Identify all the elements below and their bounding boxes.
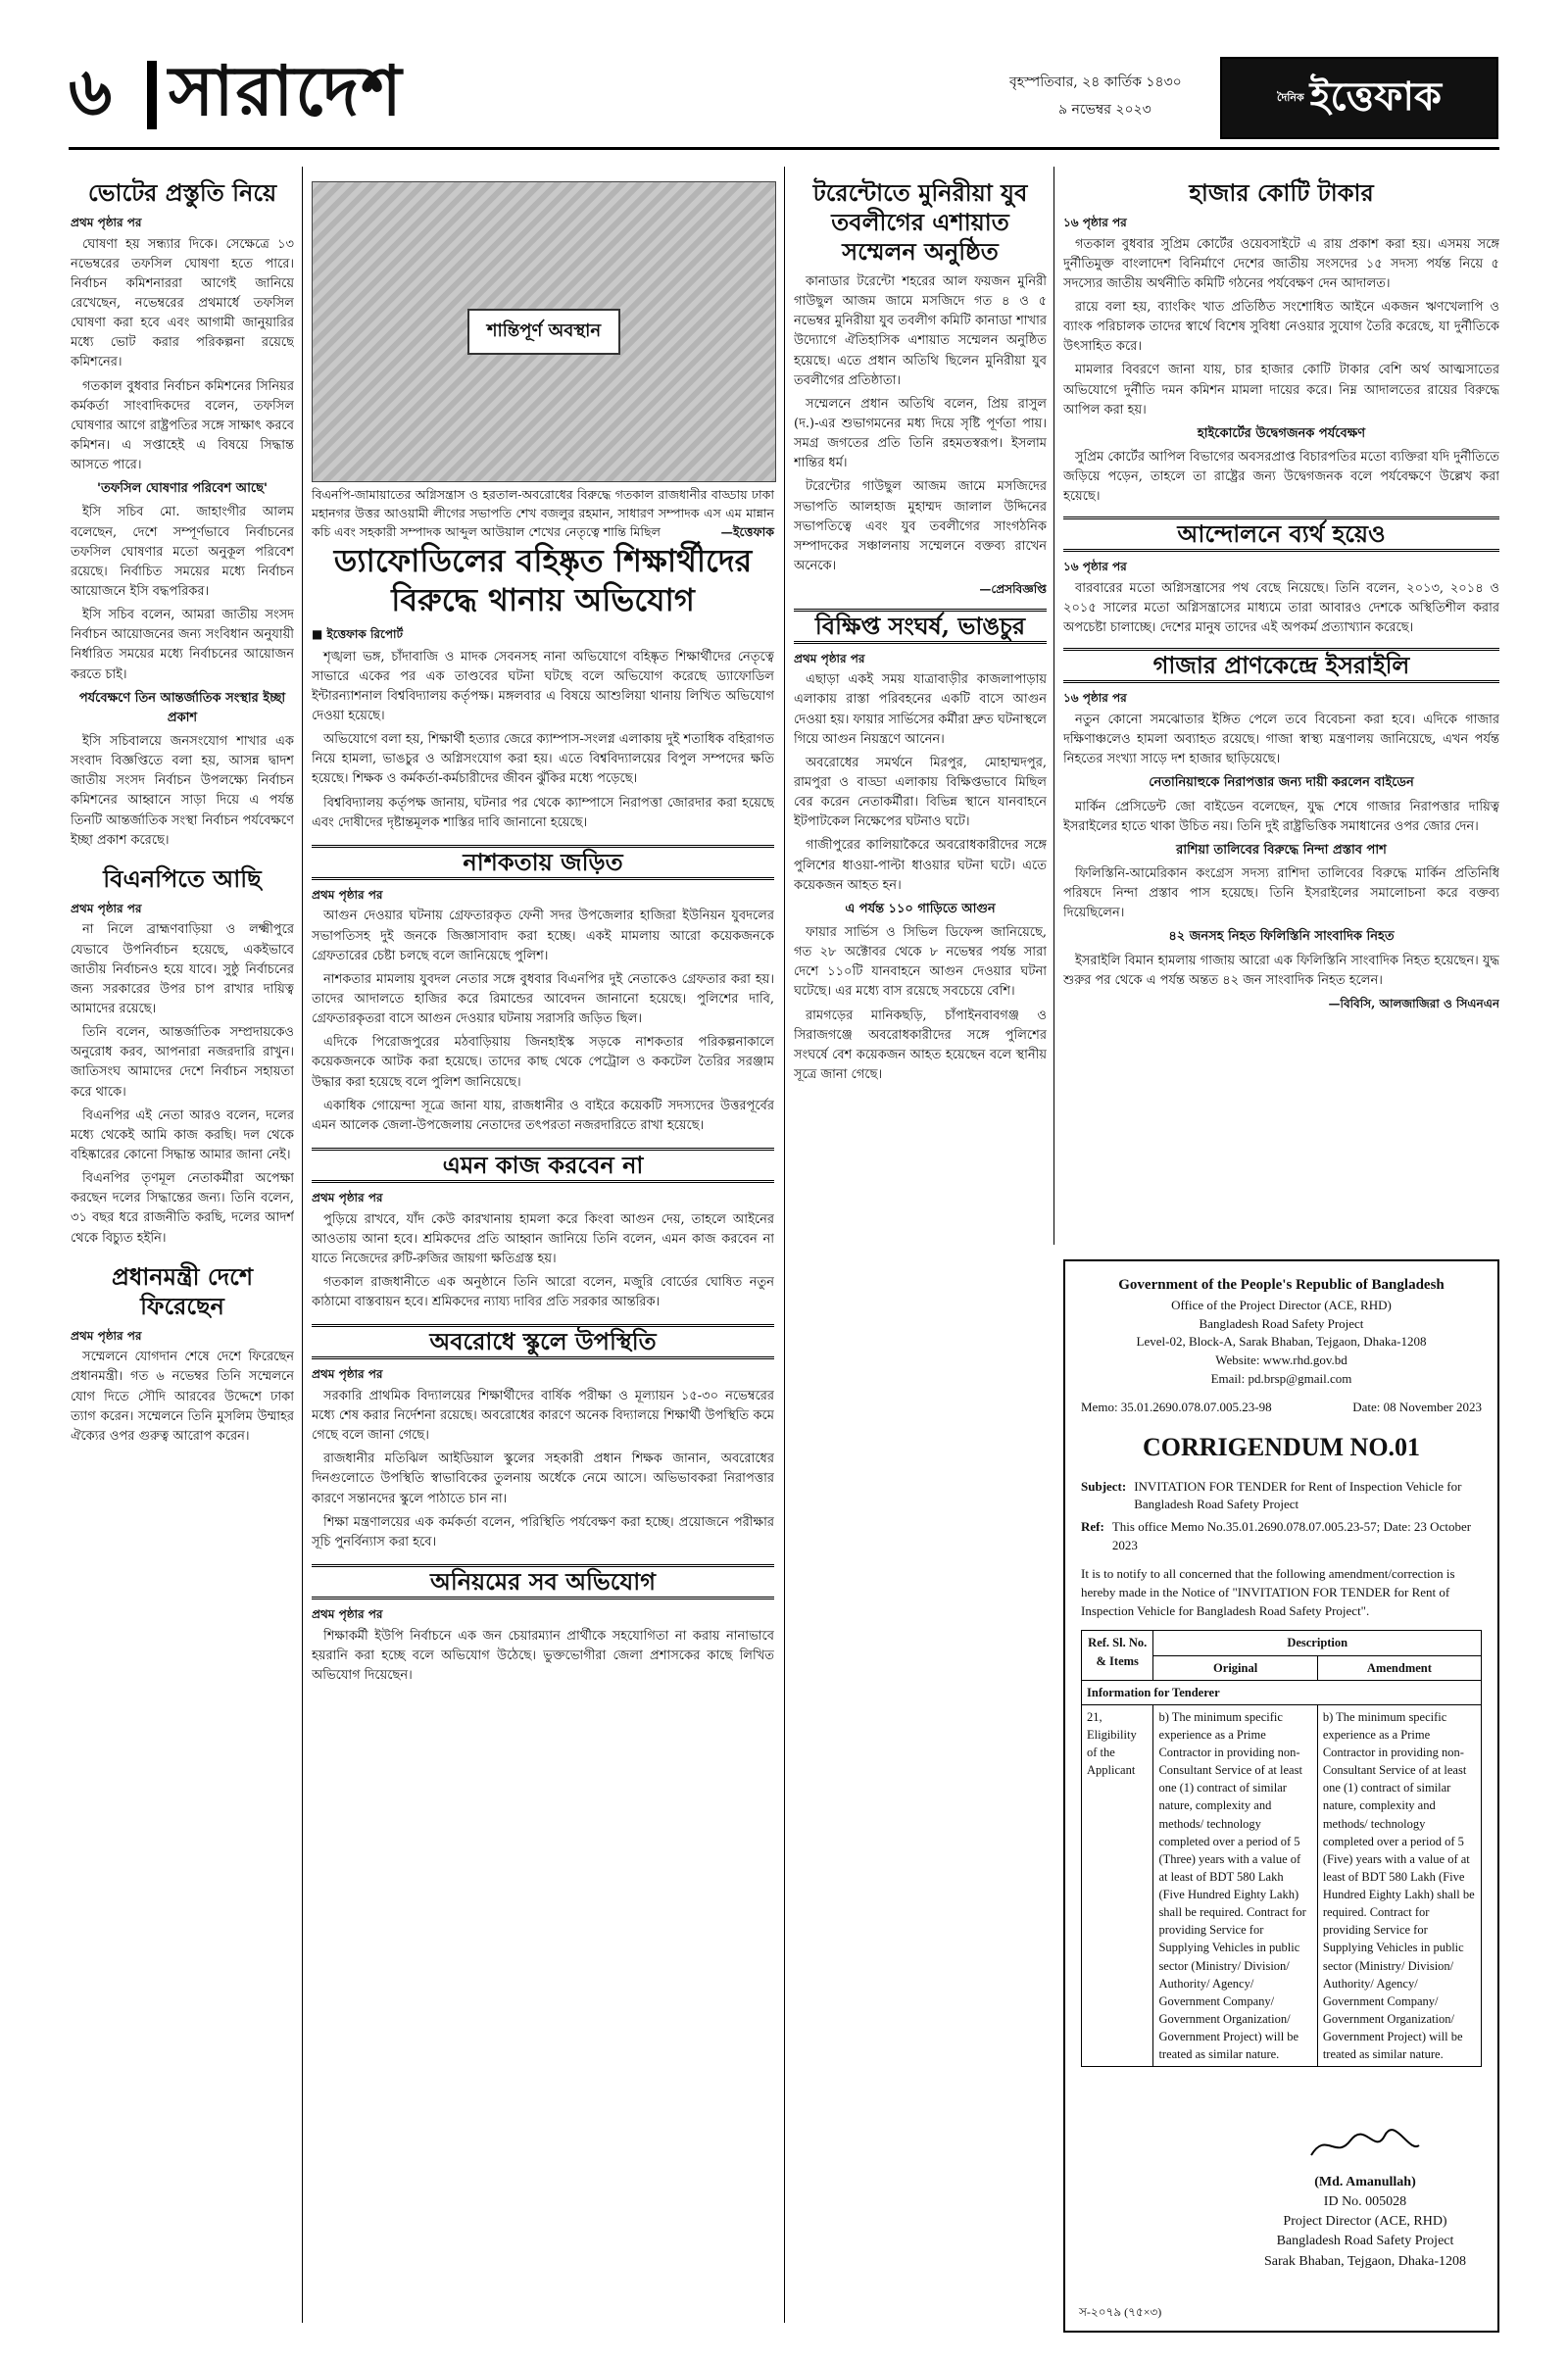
subheading: রাশিয়া তালিবের বিরুদ্ধে নিন্দা প্রস্তাব পাশ — [1176, 842, 1387, 858]
article-paragraph: কানাডার টরেন্টো শহরের আল ফয়জন মুনিরী গাউছুল আজম জামে মসজিদে গত ৪ ও ৫ নভেম্বর মুনিরীয়া যুব তবলীগ কমিটি কানাডা শাখার উদ্যোগে ঐতিহাসিক এশায়াত সম্মেলন অনুষ্ঠিত হয়েছে। এতে প্রধান অতিথি ছিলেন মুনিরীয়া যুব তবলীগের প্রতিষ্ঠাতা। — [794, 274, 1047, 388]
article-paragraph: ইসি সচিবালয়ে জনসংযোগ শাখার এক সংবাদ বিজ্ঞপ্তিতে বলা হয়, আসন্ন দ্বাদশ জাতীয় সংসদ নির্বাচন উপলক্ষ্যে নির্বাচন কমিশনের আহ্বানে সাড়া দিয়ে এ পর্যন্ত তিনটি আন্তর্জাতিক সংস্থা নির্বাচন পর্যবেক্ষণে ইচ্ছা প্রকাশ করেছে। — [71, 733, 294, 848]
article-paragraph: শৃঙ্খলা ভঙ্গ, চাঁদাবাজি ও মাদক সেবনসহ নানা অভিযোগে বহিষ্কৃত শিক্ষার্থীদের নেতৃত্বে সাভারে একের পর এক তাণ্ডবের ঘটনা ঘটছে বলে অভিযোগ করেছে ড্যাফোডিল ইন্টারন্যাশনাল বিশ্ববিদ্যালয় কর্তৃপক্ষ। মঙ্গলবার এ বিষয়ে আশুলিয়া থানায় লিখিত অভিযোগ দেওয়া হয়েছে। — [312, 649, 774, 724]
column-rule — [784, 167, 785, 2323]
subject-label: Subject: — [1081, 1478, 1127, 1494]
memo-date: Date: 08 November 2023 — [1352, 1399, 1482, 1414]
section-title: সারাদেশ — [169, 50, 404, 131]
subheading: এ পর্যন্ত ১১০ গাড়িতে আগুন — [845, 901, 996, 916]
right-column — [1063, 174, 1499, 1243]
article-paragraph: অভিযোগে বলা হয়, শিক্ষার্থী হত্যার জেরে ক্যাম্পাস-সংলগ্ন এলাকায় দুই শতাধিক বহিরাগত নিয়ে হামলা, ভাঙচুর ও অগ্নিসংযোগ করা হয়। এতে বিশ্ববিদ্যালয়ের বিপুল সম্পদের ক্ষতি হয়েছে। শিক্ষক ও কর্মকর্তা-কর্মচারীদের জীবন ঝুঁকির মধ্যে পড়েছে। — [312, 732, 774, 787]
masthead-divider — [147, 61, 157, 129]
article-paragraph: ইসি সচিব বলেন, আমরা জাতীয় সংসদ নির্বাচন আয়োজনের জন্য সংবিধান অনুযায়ী নির্ধারিত সময়ের মধ্যে নির্বাচনের আয়োজন করতে চাই। — [71, 608, 294, 682]
article-paragraph: বিশ্ববিদ্যালয় কর্তৃপক্ষ জানায়, ঘটনার পর থেকে ক্যাম্পাসে নিরাপত্তা জোরদার করা হয়েছে এবং দোষীদের দৃষ্টান্তমূলক শাস্তির দাবি জানানো হয়েছে। — [312, 795, 774, 830]
notice-office: Office of the Project Director (ACE, RHD) — [1171, 1297, 1392, 1312]
article-paragraph: রাজধানীর মতিঝিল আইডিয়াল স্কুলের সহকারী প্রধান শিক্ষক জানান, অবরোধের দিনগুলোতে উপস্থিতি স্বাভাবিকের তুলনায় অর্ধেকে নেমে আসে। অভিভাবকরা নিরাপত্তার কারণে সন্তানদের স্কুলে পাঠাতে চান না। — [312, 1451, 774, 1506]
article-paragraph: গতকাল রাজধানীতে এক অনুষ্ঠানে তিনি আরো বলেন, মজুরি বোর্ডের ঘোষিত নতুন কাঠামো বাস্তবায়ন হবে। শ্রমিকদের ন্যায্য দাবির প্রতি সরকার আন্তরিক। — [312, 1275, 774, 1310]
headline-vote-prep: ভোটের প্রস্তুতি নিয়ে — [87, 178, 277, 207]
article-paragraph: নতুন কোনো সমঝোতার ইঙ্গিত পেলে তবে বিবেচনা করা হবে। এদিকে গাজার দক্ষিণাঞ্চলেও হামলা অব্যাহত রয়েছে। গাজা স্বাস্থ্য মন্ত্রণালয় জানিয়েছে, এখন পর্যন্ত নিহতের সংখ্যা সাড়ে দশ হাজার ছাড়িয়েছে। — [1063, 713, 1499, 767]
subheading: নেতানিয়াহুকে নিরাপত্তার জন্য দায়ী করলেন বাইডেন — [1149, 775, 1414, 791]
notice-gov: Government of the People's Republic of Bangladesh — [1118, 1277, 1445, 1293]
byline: ■ ইত্তেফাক রিপোর্ট — [312, 627, 404, 641]
article-paragraph: ফিলিস্তিনি-আমেরিকান কংগ্রেস সদস্য রাশিদা তালিবের বিরুদ্ধে মার্কিন প্রতিনিধি পরিষদে নিন্দা প্রস্তাব পাস হয়েছে। তিনি ইসরাইলের সমালোচনা করে বক্তব্য দিয়েছিলেন। — [1063, 866, 1499, 921]
subject-row — [1081, 1478, 1482, 1515]
headline-pm-returns: প্রধানমন্ত্রী দেশে ফিরেছেন — [111, 1261, 254, 1320]
right-middle-column — [794, 174, 1047, 1243]
subject-text: INVITATION FOR TENDER for Rent of Inspection Vehicle for Bangladesh Road Safety Project — [1134, 1478, 1462, 1512]
news-credit: —বিবিসি, আলজাজিরা ও সিএনএন — [1328, 996, 1499, 1010]
article-paragraph: ইসরাইলি বিমান হামলায় গাজায় আরো এক ফিলিস্তিনি সাংবাদিক নিহত হয়েছেন। যুদ্ধ শুরুর পর থেকে এ পর্যন্ত অন্তত ৪২ জন সাংবাদিক নিহত হলেন। — [1063, 953, 1499, 988]
photo-caption — [312, 486, 774, 541]
photo-credit: —ইত্তেফাক — [720, 523, 774, 539]
headline-dont-do-this: এমন কাজ করবেন না — [312, 1148, 774, 1183]
article-paragraph: টরেন্টোর গাউছুল আজম জামে মসজিদের সভাপতি আলহাজ মুহাম্মদ জালাল উদ্দিনের সভাপতিত্বে এবং যুব তবলীগের সাংগঠনিক সম্পাদকের সঞ্চালনায় সম্মেলনে বক্তব্য রাখেন অনেকে। — [794, 479, 1047, 573]
continued-label: প্রথম পৃষ্ঠার পর — [71, 216, 142, 229]
article-paragraph: একাধিক গোয়েন্দা সূত্রে জানা যায়, রাজধানীর ও বাইরে কয়েকটি সদস্যদের উত্তরপূর্বের এমন আলেক জেলা-উপজেলায় নেতাদের তৎপরতা নজরদারিতে রাখা হয়েছে। — [312, 1098, 774, 1133]
notice-project: Bangladesh Road Safety Project — [1199, 1315, 1364, 1331]
memo-number: Memo: 35.01.2690.078.07.005.23-98 — [1081, 1399, 1272, 1414]
notice-heading: CORRIGENDUM NO.01 — [1142, 1432, 1421, 1461]
notice-email: Email: pd.brsp@gmail.com — [1210, 1371, 1352, 1387]
ad-code: স-২০৭৯ (৭৫×৩) — [1079, 2304, 1162, 2319]
rally-photo — [312, 181, 776, 482]
headline-thousand-crore: হাজার কোটি টাকার — [1189, 178, 1374, 207]
memo-row — [1081, 1399, 1482, 1417]
continued-label: প্রথম পৃষ্ঠার পর — [71, 1328, 142, 1343]
subheading: হাইকোর্টের উদ্বেগজনক পর্যবেক্ষণ — [1197, 425, 1366, 441]
page-number: ৬ — [69, 53, 113, 131]
signature-icon — [1306, 2126, 1424, 2165]
col-description: Description — [1153, 1631, 1482, 1655]
continued-label: প্রথম পৃষ্ঠার পর — [794, 651, 865, 665]
column-rule — [302, 167, 303, 2323]
article-paragraph: সুপ্রিম কোর্টের আপিল বিভাগের অবসরপ্রাপ্ত বিচারপতির মতো ব্যক্তিরা যদি দুর্নীতিতে জড়িয়ে পড়েন, তাহলে তা রাষ্ট্রের জন্য উদ্বেগজনক বলে পর্যবেক্ষণে উল্লেখ করা হয়েছে। — [1063, 450, 1499, 505]
article-paragraph: রায়ে বলা হয়, ব্যাংকিং খাত প্রতিষ্ঠিত সংশোধিত আইনে একজন ঋণখেলাপি ও ব্যাংক পরিচালক তাদের স্বার্থে বিশেষ সুবিধা নেওয়ার সুযোগ তৈরি করেছে, যা দুর্নীতিকে উৎসাহিত করে। — [1063, 300, 1499, 355]
continued-label: প্রথম পৃষ্ঠার পর — [312, 1607, 383, 1622]
article-paragraph: নাশকতার মামলায় যুবদল নেতার সঙ্গে বুধবার বিএনপির দুই নেতাকেও গ্রেফতার করা হয়। তাদের আদালতে হাজির করে রিমান্ডের আবেদন জানানো হয়েছে। পুলিশের দাবি, গ্রেফতারকৃতরা বাসে আগুন দেওয়ার ঘটনায় সরাসরি জড়িত ছিল। — [312, 971, 774, 1027]
item-cell: 21, Eligibility of the Applicant — [1082, 1704, 1153, 2067]
article-paragraph: আগুন দেওয়ার ঘটনায় গ্রেফতারকৃত ফেনী সদর উপজেলার হাজিরা ইউনিয়ন যুবদলের সভাপতিসহ দুই জনকে জিজ্ঞাসাবাদ করা হচ্ছে। একই মামলায় আরো কয়েকজনকে গ্রেফতারের চেষ্টা চলছে বলে জানিয়েছে পুলিশ। — [312, 909, 774, 963]
continued-label: প্রথম পৃষ্ঠার পর — [312, 1367, 383, 1382]
article-paragraph: বিএনপির এই নেতা আরও বলেন, দলের মধ্যে থেকেই আমি কাজ করছি। দল থেকে বহিষ্কারের কোনো সিদ্ধান্ত আমার জানা নেই। — [71, 1107, 294, 1162]
article-paragraph: বারবারের মতো অগ্নিসন্ত্রাসের পথ বেছে নিয়েছে। তিনি বলেন, ২০১৩, ২০১৪ ও ২০১৫ সালের মতো অগ্নিসন্ত্রাসের মাধ্যমে তারা আবারও দেশকে অস্থিতিশীল করার অপচেষ্টা চালাচ্ছে। দেশের মানুষ তাদের এই অপকর্ম প্রত্যাখ্যান করেছে। — [1063, 581, 1499, 636]
article-paragraph: মামলার বিবরণে জানা যায়, চার হাজার কোটি টাকার বেশি অর্থ আত্মসাতের অভিযোগে দুর্নীতি দমন কমিশন মামলা দায়ের করে। নিম্ন আদালতের রায়ের বিরুদ্ধে আপিল করা হয়। — [1063, 363, 1499, 418]
article-paragraph: সম্মেলনে যোগদান শেষে দেশে ফিরেছেন প্রধানমন্ত্রী। গত ৬ নভেম্বর তিনি সম্মেলনে যোগ দিতে সৌদি আরবের উদ্দেশে ঢাকা ত্যাগ করেন। সম্মেলনে তিনি মুসলিম উম্মাহর ঐক্যের ওপর গুরুত্ব আরোপ করেন। — [71, 1350, 294, 1444]
table-header-row — [1082, 1631, 1482, 1655]
article-paragraph: এছাড়া একই সময় যাত্রাবাড়ীর কাজলাপাড়ায় এলাকায় রাস্তা পরিবহনের একটি বাসে আগুন দেওয়া হয়। ফায়ার সার্ভিসের কর্মীরা দ্রুত ঘটনাস্থলে গিয়ে আগুন নিয়ন্ত্রণে আনেন। — [794, 672, 1047, 747]
article-paragraph: সরকারি প্রাথমিক বিদ্যালয়ের শিক্ষার্থীদের বার্ষিক পরীক্ষা ও মূল্যায়ন ১৫-৩০ নভেম্বরের মধ্যে শেষ করার নির্দেশনা রয়েছে। অবরোধের কারণে অনেক বিদ্যালয়ে শিক্ষার্থী উপস্থিতি কমে গেছে বলে জানা গেছে। — [312, 1388, 774, 1444]
sign-project: Bangladesh Road Safety Project — [1276, 2234, 1454, 2249]
col-amendment: Amendment — [1317, 1655, 1481, 1680]
col-ref: Ref. Sl. No. & Items — [1082, 1631, 1153, 1680]
newspaper-logo — [1220, 57, 1498, 139]
table-section-row — [1082, 1680, 1482, 1704]
continued-label: প্রথম পৃষ্ঠার পর — [312, 1191, 383, 1205]
article-paragraph: ঘোষণা হয় সন্ধ্যার দিকে। সেক্ষেত্রে ১৩ নভেম্বরের তফসিল ঘোষণা হতে পারে। নির্বাচন কমিশনাররা আগেই জানিয়ে রেখেছেন, নভেম্বরের প্রথমার্ধে তফসিল ঘোষণা করা হবে এবং আগামী জানুয়ারির মধ্যে ভোট করার পরিকল্পনা রয়েছে কমিশনের। — [71, 236, 294, 370]
article-paragraph: এদিকে পিরোজপুরের মঠবাড়িয়ায় জিনহাইস্ক সড়কে নাশকতার পরিকল্পনাকালে কয়েকজনকে আটক করা হয়েছে। তাদের কাছ থেকে পেট্রোল ও ককটেল তৈরির সরঞ্জাম উদ্ধার করা হয়েছে বলে পুলিশ জানিয়েছে। — [312, 1035, 774, 1090]
continued-label: ১৬ পৃষ্ঠার পর — [1063, 216, 1127, 229]
subheading: 'তফসিল ঘোষণার পরিবেশ আছে' — [97, 481, 268, 497]
middle-column — [312, 537, 774, 2340]
headline-daffodil: ড্যাফোডিলের বহিষ্কৃত শিক্ষার্থীদের বিরুদ্ধে থানায় অভিযোগ — [333, 542, 753, 618]
article-paragraph: অবরোধের সমর্থনে মিরপুর, মোহাম্মদপুর, রামপুরা ও বাড্ডা এলাকায় বিক্ষিপ্তভাবে মিছিল বের করেন নেতাকর্মীরা। বিভিন্ন স্থানে যানবাহনে ইটপাটকেল নিক্ষেপের ঘটনাও ঘটে। — [794, 755, 1047, 830]
notice-website: Website: www.rhd.gov.bd — [1215, 1353, 1348, 1368]
masthead-rule — [69, 147, 1499, 150]
col-original: Original — [1153, 1655, 1317, 1680]
ref-text: This office Memo No.35.01.2690.078.07.005.23-57; Date: 23 October 2023 — [1111, 1519, 1472, 1553]
continued-label: ১৬ পৃষ্ঠার পর — [1063, 560, 1127, 574]
notice-body: It is to notify to all concerned that the following amendment/correction is hereby made in the Notice of "INVITATION FOR TENDER for Rent of Inspection Vehicle for Bangladesh Road Safety Project". — [1081, 1565, 1455, 1618]
amendment-table — [1081, 1630, 1482, 2067]
article-paragraph: মার্কিন প্রেসিডেন্ট জো বাইডেন বলেছেন, যুদ্ধ শেষে গাজার নিরাপত্তার দায়িত্ব ইসরাইলের হাতে থাকা উচিত নয়। তিনি দুই রাষ্ট্রভিত্তিক সমাধানের ওপর জোর দেন। — [1063, 799, 1499, 834]
logo-prefix: দৈনিক — [1277, 90, 1304, 104]
subheading: ৪২ জনসহ নিহত ফিলিস্তিনি সাংবাদিক নিহত — [1168, 929, 1395, 945]
corrigendum-notice — [1063, 1259, 1499, 2333]
article-paragraph: ফায়ার সার্ভিস ও সিভিল ডিফেন্স জানিয়েছে, গত ২৮ অক্টোবর থেকে ৮ নভেম্বর পর্যন্ত সারা দেশে ১১০টি যানবাহনে আগুন দেওয়ার ঘটনা ঘটেছে। এর মধ্যে বাস রয়েছে সবচেয়ে বেশি। — [794, 924, 1047, 1000]
table-row — [1082, 1704, 1482, 2067]
article-paragraph: শিক্ষাকর্মী ইউপি নির্বাচনে এক জন চেয়ারম্যান প্রার্থীকে সহযোগিতা না করায় নানাভাবে হয়রানি করা হচ্ছে বলে অভিযোগ উঠেছে। ভুক্তভোগীরা জেলা প্রশাসকের কাছে লিখিত অভিযোগ দিয়েছেন। — [312, 1628, 774, 1683]
notice-address: Level-02, Block-A, Sarak Bhaban, Tejgaon, Dhaka-1208 — [1136, 1334, 1427, 1350]
headline-sabotage: নাশকতায় জড়িত — [312, 845, 774, 880]
section-cell: Information for Tenderer — [1082, 1680, 1482, 1704]
article-paragraph: গতকাল বুধবার নির্বাচন কমিশনের সিনিয়র কর্মকর্তা সাংবাদিকদের বলেন, তফসিল ঘোষণার আগে রাষ্ট্রপতির সঙ্গে সাক্ষাৎ করবে কমিশন। এ সপ্তাহেই এ বিষয়ে সিদ্ধান্ত আসতে পারে। — [71, 378, 294, 473]
article-paragraph: বিএনপির তৃণমূল নেতাকর্মীরা অপেক্ষা করছেন দলের সিদ্ধান্তের জন্য। তিনি বলেন, ৩১ বছর ধরে রাজনীতি করছি, দলের আদর্শ থেকে বিচ্যুত হইনি। — [71, 1171, 294, 1246]
article-paragraph: না নিলে ব্রাহ্মণবাড়িয়া ও লক্ষ্মীপুরে যেভাবে উপনির্বাচন হয়েছে, একইভাবে জাতীয় নির্বাচনও হয়ে যাবে। সুষ্ঠু নির্বাচনের জন্য সরকারের উপর চাপ রাখার দায়িত্ব আমাদের রয়েছে। — [71, 922, 294, 1016]
article-paragraph: শিক্ষা মন্ত্রণালয়ের এক কর্মকর্তা বলেন, পরিস্থিতি পর্যবেক্ষণ করা হচ্ছে। প্রয়োজনে পরীক্ষার সূচি পুনর্বিন্যাস করা হবে। — [312, 1514, 774, 1549]
headline-toronto: টরেন্টোতে মুনিরীয়া যুব তবলীগের এশায়াত সম্মেলন অনুষ্ঠিত — [812, 178, 1028, 266]
subheading: পর্যবেক্ষণে তিন আন্তর্জাতিক সংস্থার ইচ্ছা প্রকাশ — [78, 690, 286, 725]
article-paragraph: গতকাল বুধবার সুপ্রিম কোর্টের ওয়েবসাইটে এ রায় প্রকাশ করা হয়। এসময় সঙ্গে দুর্নীতিমুক্ত বাংলাদেশ বিনির্মাণে দেশের জাতীয় সংসদের ১৫ সদস্য পর্যন্ত নিয়ে ৫ সদস্যের জাতীয় অর্থনীতি কমিটি গঠনের পর্যবেক্ষণ দেন আদালত। — [1063, 236, 1499, 291]
continued-label: প্রথম পৃষ্ঠার পর — [312, 887, 383, 902]
sign-address: Sarak Bhaban, Tejgaon, Dhaka-1208 — [1264, 2253, 1466, 2269]
signature-block — [1262, 2126, 1468, 2272]
headline-gaza: গাজার প্রাণকেন্দ্রে ইসরাইলি — [1063, 648, 1499, 683]
headline-school-attendance: অবরোধে স্কুলে উপস্থিতি — [312, 1324, 774, 1359]
article-paragraph: গাজীপুরের কালিয়াকৈরে অবরোধকারীদের সঙ্গে পুলিশের ধাওয়া-পাল্টা ধাওয়ার ঘটনা ঘটে। এতে কয়েকজন আহত হন। — [794, 838, 1047, 893]
ref-label: Ref: — [1081, 1519, 1104, 1535]
left-column — [71, 174, 294, 2331]
headline-clashes: বিক্ষিপ্ত সংঘর্ষ, ভাঙচুর — [794, 609, 1047, 644]
article-paragraph: রামগড়ের মানিকছড়ি, চাঁপাইনবাবগঞ্জ ও সিরাজগঞ্জে অবরোধকারীদের সঙ্গে পুলিশের সংঘর্ষে বেশ কয়েকজন আহত হয়েছেন বলে স্থানীয় সূত্রে জানা গেছে। — [794, 1008, 1047, 1082]
article-paragraph: তিনি বলেন, আন্তর্জাতিক সম্প্রদায়কেও অনুরোধ করব, আপনারা নজরদারি রাখুন। জাতিসংঘ আমাদের দেশে নির্বাচন সহায়তা করে থাকে। — [71, 1025, 294, 1100]
ref-row — [1081, 1518, 1482, 1555]
headline-movement: আন্দোলনে ব্যর্থ হয়েও — [1063, 516, 1499, 552]
article-paragraph: পুড়িয়ে রাখবে, যাঁদ কেউ কারখানায় হামলা করে কিংবা আগুন দেয়, তাহলে আইনের আওতায় আনা হবে। শ্রমিকদের প্রতি আহ্বান জানিয়ে তিনি বলেন, এমন কাজ করবেন না যাতে নিজেদের রুটি-রুজির জায়গা ক্ষতিগ্রস্ত হয়। — [312, 1211, 774, 1266]
press-release-credit: —প্রেসবিজ্ঞপ্তি — [979, 582, 1047, 597]
sign-id: ID No. 005028 — [1323, 2193, 1407, 2209]
date-english: ৯ নভেম্বর ২০২৩ — [1058, 102, 1152, 118]
logo-text: ইত্তেফাক — [1309, 74, 1442, 120]
caption-text: বিএনপি-জামায়াতের অগ্নিসন্ত্রাস ও হরতাল-অবরোধের বিরুদ্ধে গতকাল রাজধানীর বাড্ডায় ঢাকা মহানগর উত্তর আওয়ামী লীগের সভাপতি শেখ বজলুর রহমান, সাধারণ সম্পাদক এস এম মান্নান কচি এবং সহকারী সম্পাদক আব্দুল আউয়াল শেখের নেতৃত্বে শান্তি মিছিল — [312, 487, 774, 539]
amendment-cell: b) The minimum specific experience as a Prime Contractor in providing non-Consultant Service of at least one (1) contract of similar nature, complexity and methods/ technology completed over a period of 5 (Five) years with a value of at least of BDT 580 Lakh (Five Hundred Eighty Lakh) shall be required. Contract for providing Service for Supplying Vehicles in public sector (Ministry/ Division/ Authority/ Agency/ Government Company/ Government Organization/ Government Project) will be treated as similar nature. — [1317, 1704, 1481, 2067]
sign-name: (Md. Amanullah) — [1314, 2174, 1416, 2189]
photo-banner: শান্তিপূর্ণ অবস্থান — [467, 309, 620, 355]
headline-bnp: বিএনপিতে আছি — [103, 863, 262, 893]
sign-title: Project Director (ACE, RHD) — [1283, 2214, 1447, 2230]
headline-irregularities: অনিয়মের সব অভিযোগ — [312, 1564, 774, 1599]
date-bangla: বৃহস্পতিবার, ২৪ কার্তিক ১৪৩০ — [1009, 74, 1182, 90]
continued-label: প্রথম পৃষ্ঠার পর — [71, 901, 142, 915]
original-cell: b) The minimum specific experience as a Prime Contractor in providing non-Consultant Service of at least one (1) contract of similar nature, complexity and methods/ technology completed over a period of 5 (Three) years with a value of at least of BDT 580 Lakh (Five Hundred Eighty Lakh) shall be required. Contract for providing Service for Supplying Vehicles in public sector (Ministry/ Division/ Authority/ Agency/ Government Company/ Government Organization/ Government Project) will be treated as similar nature. — [1153, 1704, 1317, 2067]
article-paragraph: সম্মেলনে প্রধান অতিথি বলেন, প্রিয় রাসুল (দ.)-এর শুভাগমনের মধ্য দিয়ে সৃষ্টি পূর্ণতা পায়। সমগ্র জগতের প্রতি তিনি রহমতস্বরূপ। ইসলাম শান্তির ধর্ম। — [794, 396, 1047, 471]
continued-label: ১৬ পৃষ্ঠার পর — [1063, 691, 1127, 706]
article-paragraph: ইসি সচিব মো. জাহাংগীর আলম বলেছেন, দেশে সম্পূর্ণভাবে নির্বাচনের তফসিল ঘোষণার মতো অনুকূল পরিবেশ রয়েছে। নির্বাচিত সময়ের মধ্যে নির্বাচন আয়োজনে ইসি বদ্ধপরিকর। — [71, 505, 294, 599]
